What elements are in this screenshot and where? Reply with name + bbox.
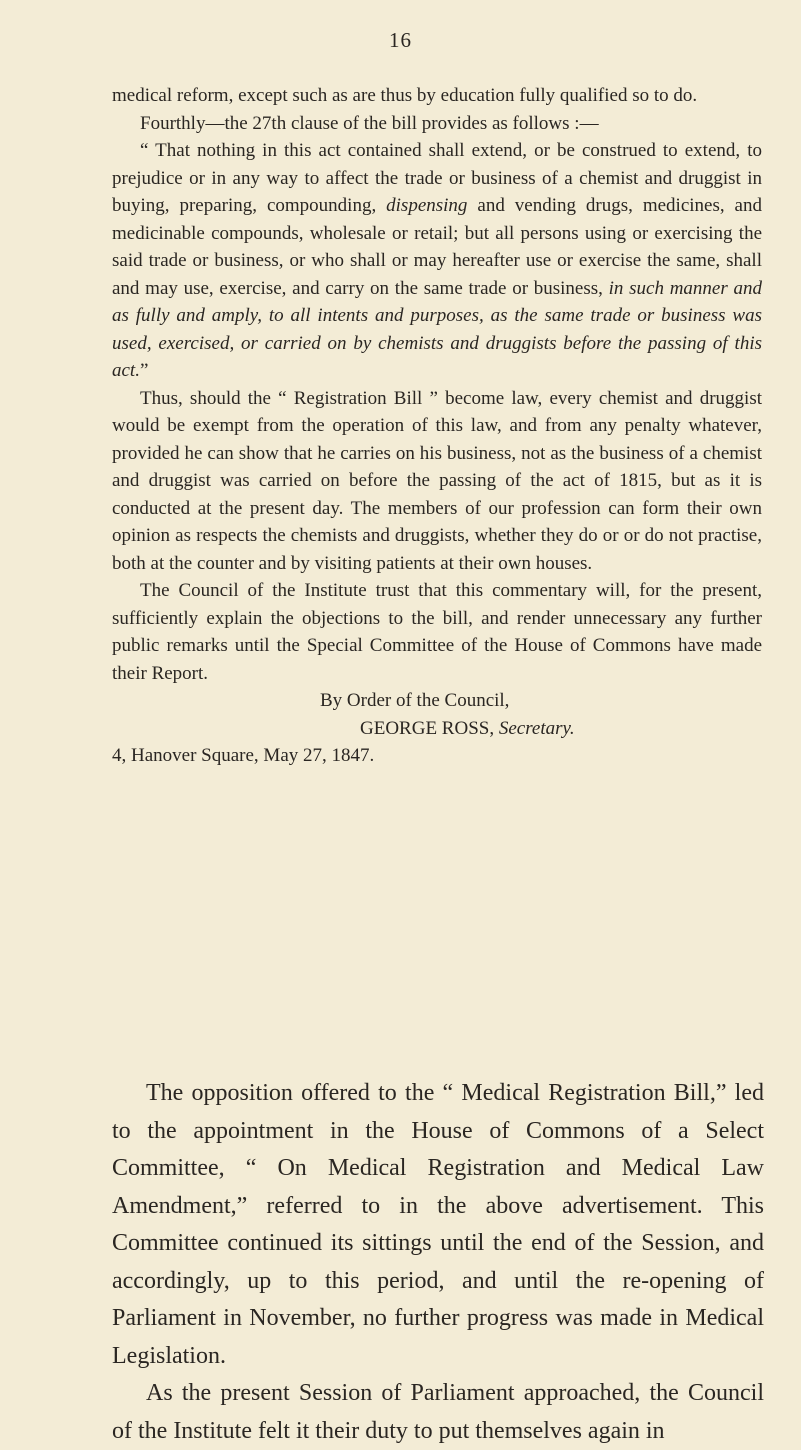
signature-address: 4, Hanover Square, May 27, 1847. <box>112 745 375 766</box>
signature-name-line <box>112 715 762 743</box>
notice-paragraph-1: medical reform, except such as are thus by education fully qualified so to do. <box>112 85 698 106</box>
notice-paragraph-5: The Council of the Institute trust that this commentary will, for the present, sufficiently explain the objections to the bill, and render unnecessary any further public remarks until the Special Committee of the House of Commons have made their Report. <box>112 580 762 684</box>
signature-title: Secretary. <box>498 717 575 739</box>
body-paragraph-1: The opposition offered to the “ Medical Registration Bill,” led to the appointment in the House of Commons of a Select Committee, “ On Medical Registration and Medical Law Amendment,” referred to in the above advertisement. This Committee continued its sittings until the end of the Session, and accordingly, up to this period, and until the re-opening of Parliament in November, no further progress was made in Medical Legislation. <box>112 1080 764 1369</box>
notice-paragraph-2: Fourthly—the 27th clause of the bill provides as follows :— <box>140 112 599 134</box>
quote-italic-1: dispensing <box>386 195 468 216</box>
quote-text-2: and vending drugs, medicines, and medicinable compounds, wholesale or retail; but all persons using or exercising the said trade or business, or who shall or may hereafter use or exercise the same, shall and may use, exercise, and carry on the same trade or business, <box>112 195 762 299</box>
notice-section <box>112 82 762 770</box>
body-section <box>112 1075 764 1450</box>
quote-close: ” <box>139 360 149 381</box>
quote-text-1: “ That nothing in this act contained shall extend, or be construed to extend, to prejudice or in any way to affect the trade or business of a chemist and druggist in buying, preparing, compounding, <box>112 140 762 216</box>
clause-quote <box>112 137 762 385</box>
body-paragraph-2: As the present Session of Parliament approached, the Council of the Institute felt it their duty to put themselves again in <box>112 1380 764 1444</box>
page-number: 16 <box>389 28 412 52</box>
signature-order-line: By Order of the Council, <box>320 690 510 711</box>
notice-paragraph-4: Thus, should the “ Registration Bill ” become law, every chemist and druggist would be exempt from the operation of this law, and from any penalty whatever, provided he can show that he carries on his business, not as the business of a chemist and druggist was carried on before the passing of the act of 1815, but as it is conducted at the present day. The members of our profession can form their own opinion as respects the chemists and druggists, whether they do or or do not practise, both at the counter and by visiting patients at their own houses. <box>112 387 762 574</box>
quote-italic-2: in such manner and as fully and amply, to all intents and purposes, as the same trade or business was used, exercised, or carried on by chemists and druggists before the passing of this act. <box>112 277 762 381</box>
signature-name: GEORGE ROSS, <box>360 717 495 739</box>
